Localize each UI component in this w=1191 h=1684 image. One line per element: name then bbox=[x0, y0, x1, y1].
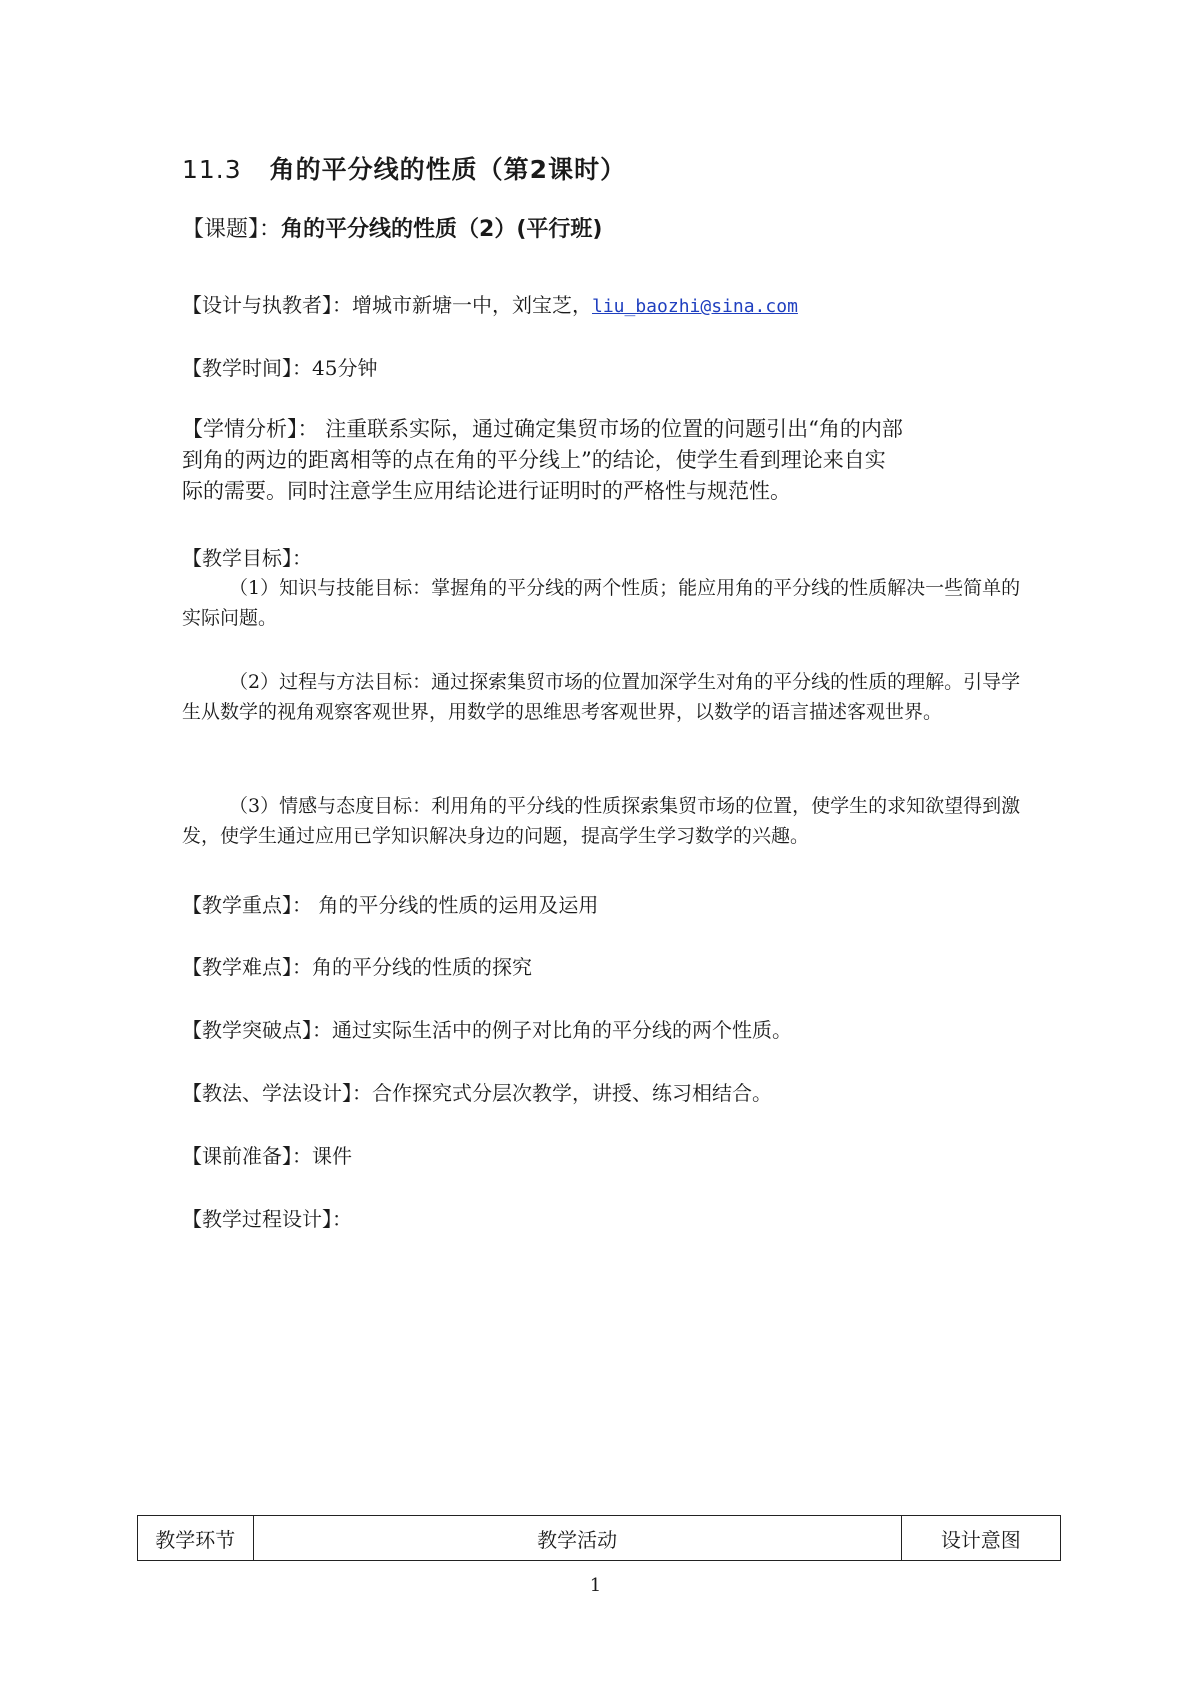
analysis-line: 际的需要。同时注意学生应用结论进行证明时的严格性与规范性。 bbox=[182, 479, 791, 503]
time-value: 45分钟 bbox=[312, 356, 378, 380]
preparation-label: 【课前准备】： bbox=[182, 1144, 312, 1168]
table-header-cell: 设计意图 bbox=[901, 1516, 1060, 1561]
subject-label: 【课题】： bbox=[182, 217, 282, 242]
designer-line bbox=[182, 290, 798, 322]
subject-value: 角的平分线的性质（2）(平行班) bbox=[281, 217, 603, 242]
objectives-label: 【教学目标】： bbox=[182, 546, 312, 570]
analysis-label: 【学情分析】： bbox=[182, 417, 319, 441]
preparation-value: 课件 bbox=[312, 1144, 352, 1168]
analysis-line: 【学情分析】： 注重联系实际，通过确定集贸市场的位置的问题引出“角的内部 bbox=[182, 417, 903, 441]
breakthrough-value: 通过实际生活中的例子对比角的平分线的两个性质。 bbox=[332, 1018, 792, 1042]
subject-line bbox=[182, 215, 602, 245]
document-title bbox=[182, 150, 626, 186]
page-number: 1 bbox=[589, 1575, 602, 1596]
section-number: 11.3 bbox=[182, 155, 242, 184]
email-link[interactable]: liu_baozhi@sina.com bbox=[592, 296, 798, 317]
difficulties-value: 角的平分线的性质的探究 bbox=[312, 955, 532, 979]
table-header-row bbox=[138, 1516, 1061, 1561]
objective-item-1: （1）知识与技能目标：掌握角的平分线的两个性质；能应用角的平分线的性质解决一些简单的实际问题。 bbox=[182, 577, 1021, 629]
breakthrough-label: 【教学突破点】： bbox=[182, 1018, 332, 1042]
key-points-label: 【教学重点】： bbox=[182, 893, 312, 917]
designer-label: 【设计与执教者】： bbox=[182, 293, 352, 317]
section-title: 角的平分线的性质（第2课时） bbox=[269, 155, 627, 184]
methods-value: 合作探究式分层次教学，讲授、练习相结合。 bbox=[372, 1081, 772, 1105]
difficulties-label: 【教学难点】： bbox=[182, 955, 312, 979]
process-label: 【教学过程设计】： bbox=[182, 1207, 352, 1231]
preparation-line bbox=[182, 1141, 352, 1171]
time-line bbox=[182, 353, 377, 383]
objective-item-2: （2）过程与方法目标：通过探索集贸市场的位置加深学生对角的平分线的性质的理解。引导学生从数学的视角观察客观世界，用数学的思维思考客观世界，以数学的语言描述客观世界。 bbox=[182, 671, 1021, 723]
time-label: 【教学时间】： bbox=[182, 356, 312, 380]
designer-text: 增城市新塘一中，刘宝芝， bbox=[352, 293, 592, 317]
key-points-line bbox=[182, 890, 598, 920]
objective-item-3: （3）情感与态度目标：利用角的平分线的性质探索集贸市场的位置，使学生的求知欲望得到激发，使学生通过应用已学知识解决身边的问题，提高学生学习数学的兴趣。 bbox=[182, 795, 1021, 847]
breakthrough-line bbox=[182, 1015, 792, 1045]
difficulties-line bbox=[182, 952, 532, 982]
key-points-value: 角的平分线的性质的运用及运用 bbox=[318, 893, 599, 917]
methods-line bbox=[182, 1078, 772, 1108]
table-header-cell: 教学活动 bbox=[253, 1516, 901, 1561]
analysis-block bbox=[182, 414, 1022, 507]
process-table bbox=[137, 1515, 1061, 1561]
table-header-cell: 教学环节 bbox=[138, 1516, 254, 1561]
methods-label: 【教法、学法设计】： bbox=[182, 1081, 372, 1105]
analysis-line: 到角的两边的距离相等的点在角的平分线上”的结论，使学生看到理论来自实 bbox=[182, 448, 886, 472]
